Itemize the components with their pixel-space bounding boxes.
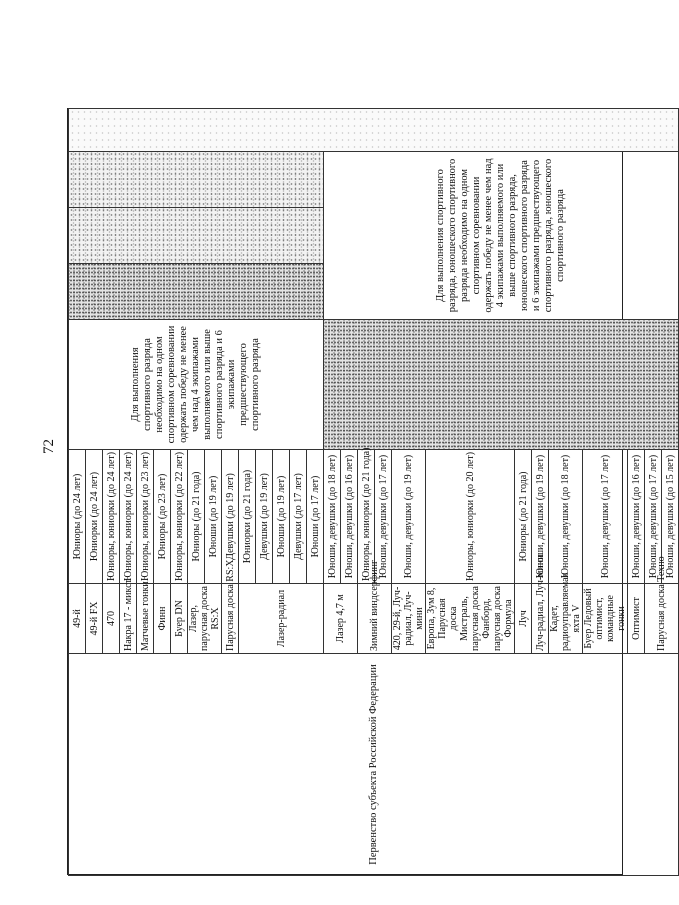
boat-class-cell: Лазер-радиал	[239, 584, 324, 654]
age-group-cell: Юноши, девушки (до 18 лет)	[324, 450, 341, 584]
age-group-cell: Юноши, девушки (до 17 лет)	[583, 450, 628, 584]
age-group-cell: Юниорки (до 24 лет)	[86, 450, 103, 584]
age-group-cell: Юниоры, юниорки (до 22 лет)	[171, 450, 188, 584]
age-group-cell: Юниоры (до 21 года)	[515, 450, 532, 584]
boat-class-cell: Накра 17 - микст	[120, 584, 137, 654]
boat-class-cell: Луч-радиал, Луч-мини	[532, 584, 549, 654]
age-group-cell: Девушки (до 19 лет)	[256, 450, 273, 584]
boat-class-cell: Оптимист	[628, 584, 645, 654]
shaded-cell	[324, 320, 679, 450]
boat-class-cell: Лазер, парусная доска RS:X	[188, 584, 222, 654]
rotated-table-wrapper	[68, 109, 676, 876]
boat-class-cell: 49-й FX	[86, 584, 103, 654]
age-group-cell: Юноши, девушки (до 17 лет)	[645, 450, 662, 584]
boat-class-cell: Парусная доска RS:X	[222, 584, 239, 654]
shaded-cell	[69, 208, 324, 264]
age-group-cell: Юноши, девушки (до 16 лет)	[341, 450, 358, 584]
age-group-cell: Юниоры, юниорки (до 23 лет)	[137, 450, 154, 584]
page-number: 72	[41, 439, 57, 454]
age-group-cell: Юноши (до 19 лет)	[205, 450, 222, 584]
age-group-cell: Юноши, девушки (до 17 лет)	[375, 450, 392, 584]
boat-class-cell: Буер Ледовый оптимист, командные гонки	[583, 584, 628, 654]
age-group-cell: Юноши, девушки (до 19 лет)	[392, 450, 426, 584]
table-row	[69, 109, 86, 876]
age-group-cell: Юниорки (до 21 года)	[239, 450, 256, 584]
age-group-cell: Юноши, девушки (до 15 лет)	[662, 450, 679, 584]
requirement-note-1: Для выполнения спортивного разряда необходимо на одном спортивном соревновании одержать победу не менее чем над 4 экипажами выполняемого или выше спортивного разряда и 6 экипажами предшествующего спортивного разряда	[69, 320, 324, 450]
table-sheet	[67, 108, 676, 875]
age-group-cell: Юниоры, юниорки (до 21 года)	[358, 450, 375, 584]
age-group-cell: Девушки (до 19 лет)	[222, 450, 239, 584]
boat-class-cell: 470	[103, 584, 120, 654]
age-group-cell: Юниоры (до 21 года)	[188, 450, 205, 584]
boat-class-cell: Луч	[515, 584, 532, 654]
requirement-note-2: Для выполнения спортивного разряда, юношеского спортивного разряда необходимо на одном спортивном соревновании одержать победу не менее чем над 4 экипажами выполняемого или выше спортивного разряда, юношеского спортивного разряда и 6 экипажами предшествующего спортивного разряда, юношеского спортивного разряда	[324, 152, 679, 320]
age-group-cell: Юноши, девушки (до 18 лет)	[549, 450, 583, 584]
age-group-cell: Юниоры, юниорки (до 20 лет)	[426, 450, 515, 584]
age-group-cell: Юноши, девушки (до 16 лет)	[628, 450, 645, 584]
age-group-cell: Юниоры, юниорки (до 24 лет)	[120, 450, 137, 584]
boat-class-cell: Финн	[154, 584, 171, 654]
boat-class-cell: Парусная доска Техно	[645, 584, 679, 654]
age-group-cell: Юноши (до 19 лет)	[273, 450, 290, 584]
shaded-cell	[69, 264, 324, 320]
age-group-cell: Юниоры, юниорки (до 24 лет)	[103, 450, 120, 584]
sport-category-table	[68, 108, 679, 876]
shaded-cell	[69, 109, 679, 152]
boat-class-cell: Зимний виндсерфинг	[358, 584, 392, 654]
age-group-cell: Юноши (до 17 лет)	[307, 450, 324, 584]
boat-class-cell: 49-й	[69, 584, 86, 654]
boat-class-cell: Матчевые гонки	[137, 584, 154, 654]
boat-class-cell: Лазер 4,7 м	[324, 584, 358, 654]
boat-class-cell: Кадет, радиоуправляемая яхта V	[549, 584, 583, 654]
boat-class-cell: Европа, Зум 8, Парусная доска Мистраль, парусная доска Фанборд, парусная доска Формула	[426, 584, 515, 654]
age-group-cell: Юниоры (до 23 лет)	[154, 450, 171, 584]
shaded-cell	[69, 152, 324, 208]
boat-class-cell: Буер DN	[171, 584, 188, 654]
age-group-cell: Юноши, девушки (до 19 лет)	[532, 450, 549, 584]
subject-cell: Первенство субъекта Российской Федерации	[69, 654, 679, 876]
age-group-cell: Девушки (до 17 лет)	[290, 450, 307, 584]
boat-class-cell: 420, 29-й, Луч-радиал, Луч-мини	[392, 584, 426, 654]
age-group-cell: Юниоры (до 24 лет)	[69, 450, 86, 584]
